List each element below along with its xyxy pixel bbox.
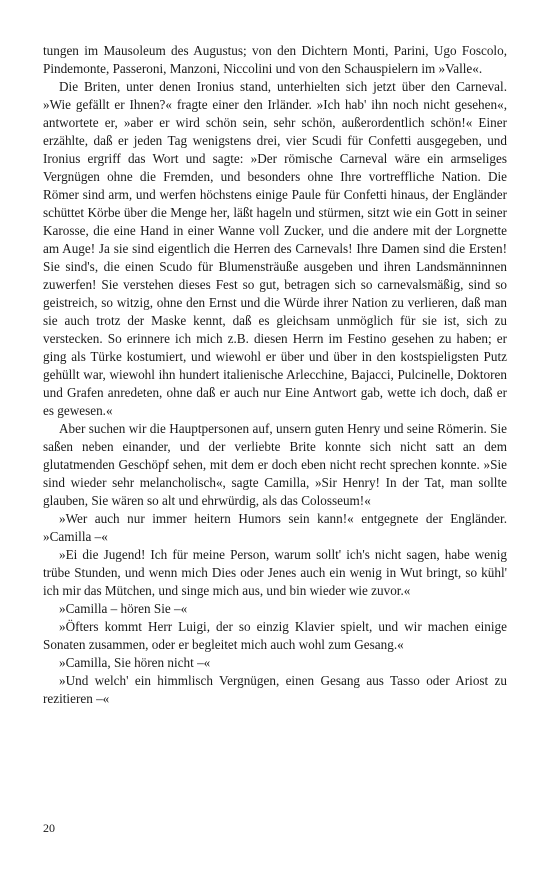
page-body bbox=[43, 42, 507, 708]
paragraph: »Öfters kommt Herr Luigi, der so einzig Klavier spielt, und wir machen einige Sonaten zusammen, oder er begleitet mich auch wohl zum Gesang.« bbox=[43, 619, 507, 652]
page-number: 20 bbox=[43, 821, 55, 835]
paragraph: »Ei die Jugend! Ich für meine Person, warum sollt' ich's nicht sagen, habe wenig trübe Stunden, und wenn mich Dies oder Jenes auch ein wenig in Wut bringt, so kühl' ich mir das Mütchen, und singe mich aus, und bin wieder wie zuvor.« bbox=[43, 547, 507, 598]
paragraph: Aber suchen wir die Hauptpersonen auf, unsern guten Henry und seine Römerin. Sie saßen neben einander, und der verliebte Brite konnte sich nicht satt an dem glutatmenden Geschöpf sehen, mit dem er doch eben nicht recht sprechen konnte. »Sie sind wieder sehr melancholisch«, sagte Camilla, »Sir Henry! In der Tat, man sollte glauben, Sie wären so alt und ehrwürdig, als das Colosseum!« bbox=[43, 421, 507, 508]
paragraph: Die Briten, unter denen Ironius stand, unterhielten sich jetzt über den Carneval. »Wie gefällt er Ihnen?« fragte einer den Irländer. »Ich hab' ihn noch nicht gesehen«, antwortete er, »aber er wird schön sein, sehr schön, außerordentlich schön!« Einer erzählte, daß er jeden Tag wenigstens drei, vier Scudi für Confetti ausgegeben, und Ironius ergriff das Wort und sagte: »Der römische Carneval wäre ein armseliges Vergnügen ohne die Fremden, und besonders ohne Ihre vortreffliche Nation. Die Römer sind arm, und werfen höchstens einige Paule für Confetti hinaus, der Engländer schüttet Körbe über die Menge her, läßt hageln und stürmen, sitzt wie ein Gott in seiner Karosse, die eine Hand in einer Wanne voll Zucker, und die andere mit der Lorgnette am Auge! Ja sie sind eigentlich die Herren des Carnevals! Ihre Damen sind die Ersten! Sie sind's, die einen Scudo für Blumensträuße ausgeben und ihren Landsmänninnen zuwerfen! Sie verstehen dieses Fest so gut, betragen sich so carnevalsmäßig, sind so geistreich, so witzig, ohne den Ernst und die Würde ihrer Nation zu verlieren, daß man sie auch trotz der Maske kennt, daß es gleichsam unmöglich für sie ist, sich zu verstecken. So erinnere ich mich z.B. diesen Herrn im Festino gesehen zu haben; er ging als Türke kostumiert, und wiewohl er über und über in den kostspieligsten Putz gehüllt war, wiewohl ihn hundert italienische Arlecchine, Bajacci, Pulcinelle, Doktoren und Grafen anredeten, ohne daß er auch nur Eine Antwort gab, wette ich doch, daß er es gewesen.« bbox=[43, 79, 507, 418]
paragraph: »Camilla – hören Sie –« bbox=[59, 601, 188, 616]
paragraph: »Und welch' ein himmlisch Vergnügen, einen Gesang aus Tasso oder Ariost zu rezitieren –« bbox=[43, 673, 507, 706]
paragraph: »Camilla, Sie hören nicht –« bbox=[59, 655, 211, 670]
paragraph: tungen im Mausoleum des Augustus; von den Dichtern Monti, Parini, Ugo Foscolo, Pindemonte, Passeroni, Manzoni, Niccolini und von den Schauspielern im »Valle«. bbox=[43, 43, 507, 76]
paragraph: »Wer auch nur immer heitern Humors sein kann!« entgegnete der Engländer. »Camilla –« bbox=[43, 511, 507, 544]
